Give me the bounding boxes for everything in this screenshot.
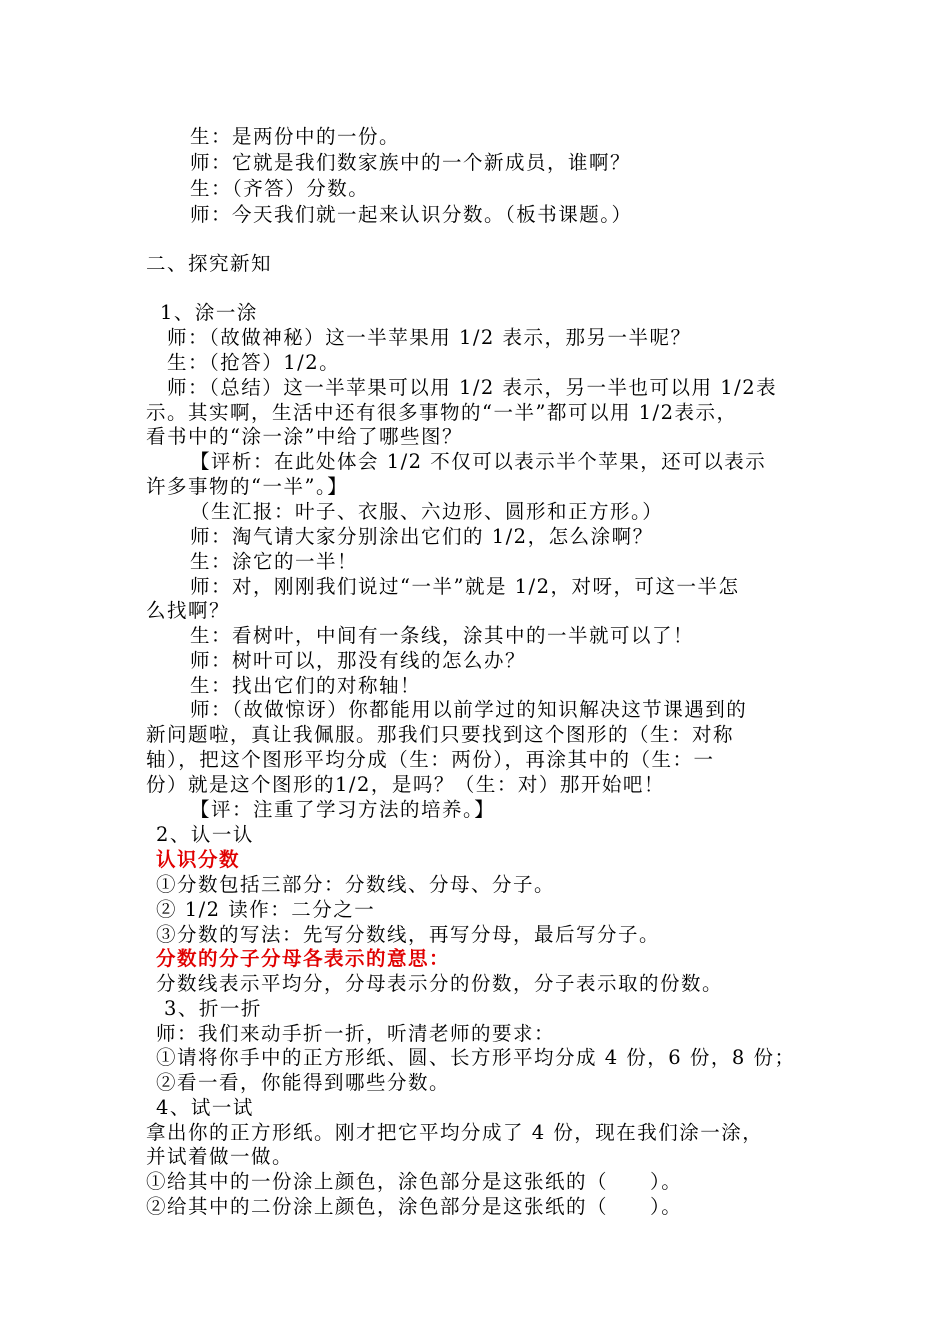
list-item: ②给其中的二份涂上颜色，涂色部分是这张纸的（ ）。 (146, 1195, 683, 1218)
comment-line: 许多事物的“一半”。】 (146, 475, 349, 498)
list-item: ①请将你手中的正方形纸、圆、长方形平均分成 4 份，6 份，8 份； (156, 1046, 796, 1069)
dialogue-line: 生：（齐答）分数。 (190, 177, 370, 200)
paragraph-line: 份）就是这个图形的1/2，是吗？（生：对）那开始吧！ (146, 773, 665, 796)
subsection-heading: 3、折一折 (164, 997, 262, 1020)
subsection-heading: 4、试一试 (156, 1096, 254, 1119)
subsection-heading: 1、涂一涂 (160, 301, 258, 324)
dialogue-line: 生：涂它的一半！ (190, 550, 359, 573)
dialogue-line: 师：今天我们就一起来认识分数。（板书课题。） (190, 203, 633, 226)
dialogue-line: 师：对，刚刚我们说过“一半”就是 1/2，对呀，可这一半怎 (190, 575, 740, 598)
list-item: ①分数包括三部分：分数线、分母、分子。 (156, 873, 556, 896)
dialogue-line: 师：树叶可以，那没有线的怎么办？ (190, 649, 527, 672)
dialogue-line: 师：淘气请大家分别涂出它们的 1/2，怎么涂啊？ (190, 525, 654, 548)
paragraph-line: 分数线表示平均分，分母表示分的份数，分子表示取的份数。 (156, 972, 724, 995)
paragraph-line: 拿出你的正方形纸。刚才把它平均分成了 4 份，现在我们涂一涂， (146, 1121, 764, 1144)
subsection-heading: 2、认一认 (156, 823, 254, 846)
section-heading: 二、探究新知 (146, 252, 273, 275)
dialogue-line: 师：它就是我们数家族中的一个新成员，谁啊？ (190, 151, 632, 174)
dialogue-line: 生：（抢答）1/2。 (167, 351, 341, 374)
paragraph-line: 新问题啦，真让我佩服。那我们只要找到这个图形的（生：对称 (146, 723, 735, 746)
comment-line: 【评析：在此处体会 1/2 不仅可以表示半个苹果，还可以表示 (190, 450, 767, 473)
dialogue-line: 生：看树叶，中间有一条线，涂其中的一半就可以了！ (190, 624, 695, 647)
dialogue-line: （生汇报：叶子、衣服、六边形、圆形和正方形。） (190, 500, 664, 523)
dialogue-line: 师：我们来动手折一折，听清老师的要求： (156, 1022, 556, 1045)
paragraph-line: 么找啊？ (146, 599, 231, 622)
paragraph-line: 示。其实啊，生活中还有很多事物的“一半”都可以用 1/2表示， (146, 401, 738, 424)
paragraph-line: 轴），把这个图形平均分成（生：两份），再涂其中的（生：一 (146, 748, 715, 771)
list-item: ② 1/2 读作：二分之一 (156, 898, 376, 921)
list-item: ③分数的写法：先写分数线，再写分母，最后写分子。 (156, 923, 661, 946)
highlight-heading: 认识分数 (156, 848, 241, 871)
highlight-heading: 分数的分子分母各表示的意思： (156, 947, 451, 970)
paragraph-line: 看书中的“涂一涂”中给了哪些图？ (146, 425, 463, 448)
dialogue-line: 生：是两份中的一份。 (190, 125, 401, 148)
list-item: ②看一看，你能得到哪些分数。 (156, 1071, 451, 1094)
dialogue-line: 师：（故做神秘）这一半苹果用 1/2 表示，那另一半呢？ (167, 326, 692, 349)
comment-line: 【评：注重了学习方法的培养。】 (190, 798, 496, 821)
paragraph-line: 并试着做一做。 (146, 1145, 294, 1168)
dialogue-line: 生：找出它们的对称轴！ (190, 674, 422, 697)
dialogue-line: 师：（总结）这一半苹果可以用 1/2 表示，另一半也可以用 1/2表 (167, 376, 778, 399)
dialogue-line: 师：（故做惊讶）你都能用以前学过的知识解决这节课遇到的 (190, 698, 748, 721)
list-item: ①给其中的一份涂上颜色，涂色部分是这张纸的（ ）。 (146, 1170, 683, 1193)
